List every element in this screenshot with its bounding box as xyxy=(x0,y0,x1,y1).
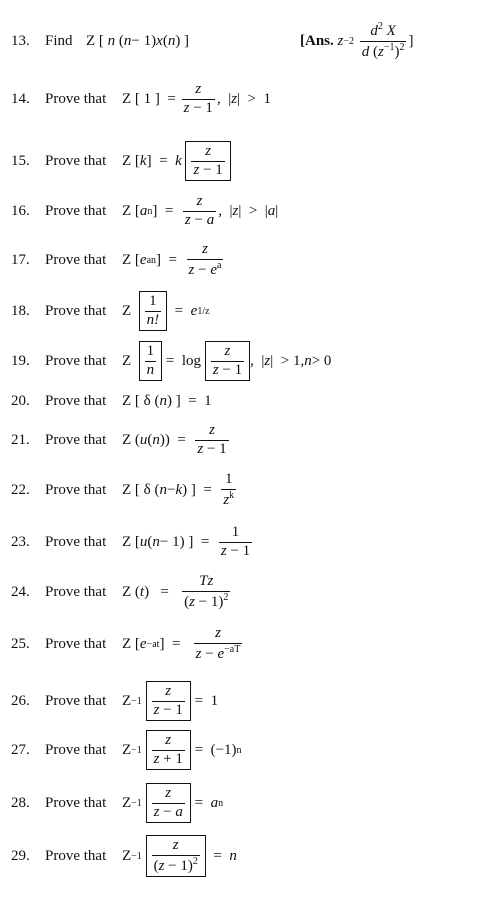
problem-number: 23. xyxy=(11,534,30,550)
problem-label: Prove that xyxy=(45,393,107,409)
math-expression: Z [ a n ] = $\frac{z}{z - a}$ , | z | > | a | xyxy=(122,193,279,228)
math-expression: Z −1 $\frac{z}{z - a}$ = a n xyxy=(122,788,223,818)
problem-15 xyxy=(0,143,484,178)
math-expression: Z ( t ) = $\frac{Tz}{(z - 1)^2}$ xyxy=(122,573,229,610)
problem-29 xyxy=(0,837,484,874)
math-expression: Z [ 1 ] = $\frac{z}{z - 1}$ , | z | > 1 xyxy=(122,81,272,116)
problem-26 xyxy=(0,683,484,718)
math-expression: Z [ e an ] = $\frac{z}{z - e^a}$ xyxy=(122,241,222,278)
problem-label: Prove that xyxy=(45,432,107,448)
problem-number: 18. xyxy=(11,303,30,319)
problem-label: Prove that xyxy=(45,795,107,811)
problem-18 xyxy=(0,293,484,328)
problem-label: Prove that xyxy=(45,91,107,107)
problem-28 xyxy=(0,785,484,820)
math-expression: Z [ u ( n − 1) ] = $\frac{1}{z - 1}$ xyxy=(122,524,251,559)
problem-label: Prove that xyxy=(45,353,107,369)
math-expression: Z −1 $\frac{z}{z - 1}$ = 1 xyxy=(122,686,218,716)
math-expression: Z −1 $\frac{z}{(z - 1)^2}$ = n xyxy=(122,841,237,871)
problem-25 xyxy=(0,625,484,662)
problem-number: 14. xyxy=(11,91,30,107)
math-expression: Z [ n ( n − 1) x ( n ) ] xyxy=(86,32,190,49)
problem-number: 26. xyxy=(11,693,30,709)
problem-27 xyxy=(0,732,484,767)
problem-number: 13. xyxy=(11,33,30,49)
problem-14 xyxy=(0,81,484,116)
problem-label: Prove that xyxy=(45,153,107,169)
problem-17 xyxy=(0,241,484,278)
math-expression: Z [ k ] = k $\frac{z}{z - 1}$ xyxy=(122,146,231,176)
problem-label: Prove that xyxy=(45,203,107,219)
problem-label: Prove that xyxy=(45,252,107,268)
math-expression: Z $\frac{1}{n}$ = log $\frac{z}{z - 1}$ , | z | > 1, n > 0 xyxy=(122,346,331,376)
answer: [Ans. z −2 $\frac{d^2 X}{d (z^{-1})^2}$ ] xyxy=(300,21,414,60)
problem-22 xyxy=(0,471,484,508)
math-expression: Z [ δ ( n − k ) ] = $\frac{1}{z^k}$ xyxy=(122,471,235,508)
problem-16 xyxy=(0,193,484,228)
problem-label: Prove that xyxy=(45,303,107,319)
problem-21 xyxy=(0,422,484,457)
problem-24 xyxy=(0,573,484,610)
problem-number: 19. xyxy=(11,353,30,369)
answer-label: [Ans. xyxy=(300,32,334,49)
math-expression: Z [ δ ( n ) ] = 1 xyxy=(122,392,212,409)
problem-number: 29. xyxy=(11,848,30,864)
problem-number: 28. xyxy=(11,795,30,811)
problem-label: Prove that xyxy=(45,584,107,600)
problem-number: 17. xyxy=(11,252,30,268)
math-expression: Z $\frac{1}{n!}$ = e 1/z xyxy=(122,296,210,326)
math-expression: Z [ e −at ] = $\frac{z}{z - e^{-aT}}$ xyxy=(122,625,241,662)
math-expression: Z ( u ( n )) = $\frac{z}{z - 1}$ xyxy=(122,422,227,457)
problem-number: 16. xyxy=(11,203,30,219)
problem-number: 24. xyxy=(11,584,30,600)
problem-13 xyxy=(0,21,484,60)
problem-label: Prove that xyxy=(45,742,107,758)
problem-label: Find xyxy=(45,33,73,49)
problem-number: 20. xyxy=(11,393,30,409)
problem-label: Prove that xyxy=(45,693,107,709)
math-expression: Z −1 $\frac{z}{z + 1}$ = (−1) n xyxy=(122,735,242,765)
problem-23 xyxy=(0,524,484,559)
problem-label: Prove that xyxy=(45,636,107,652)
problem-number: 25. xyxy=(11,636,30,652)
problem-number: 21. xyxy=(11,432,30,448)
problem-19 xyxy=(0,343,484,378)
problem-20 xyxy=(0,386,484,416)
problem-label: Prove that xyxy=(45,534,107,550)
problem-number: 27. xyxy=(11,742,30,758)
problem-label: Prove that xyxy=(45,848,107,864)
problem-number: 22. xyxy=(11,482,30,498)
problem-number: 15. xyxy=(11,153,30,169)
problem-label: Prove that xyxy=(45,482,107,498)
